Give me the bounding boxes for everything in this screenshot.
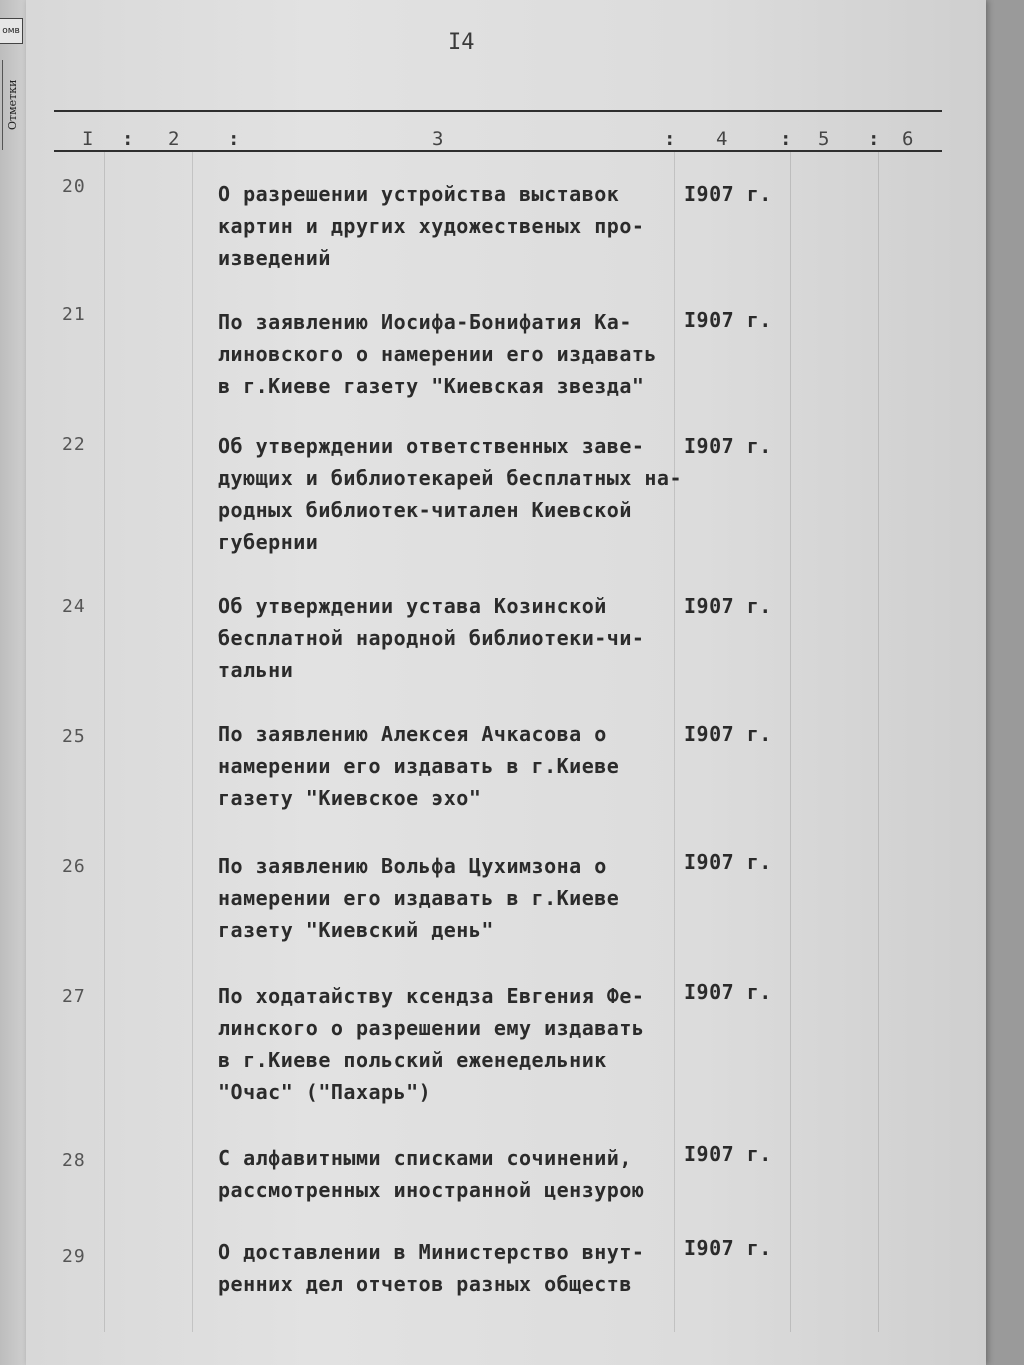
column-guide — [878, 152, 879, 1332]
entry-date: I907 г. — [684, 850, 772, 874]
column-separator: : — [122, 128, 134, 150]
entry-date: I907 г. — [684, 1236, 772, 1260]
column-separator: : — [228, 128, 240, 150]
entry-number: 26 — [62, 856, 86, 877]
column-guide — [192, 152, 193, 1332]
column-header-5: 5 — [818, 128, 830, 150]
column-header-1: I — [82, 128, 94, 150]
header-rule-top — [54, 110, 942, 112]
entry-title: По ходатайству ксендза Евгения Фе- линского о разрешении ему издавать в г.Киеве польский еженедельник "Очас" ("Пахарь") — [218, 984, 645, 1104]
entry-number: 20 — [62, 176, 86, 197]
entry-date: I907 г. — [684, 434, 772, 458]
entry-number: 27 — [62, 986, 86, 1007]
entry-number: 29 — [62, 1246, 86, 1267]
entry-number: 22 — [62, 434, 86, 455]
entry-title: Об утверждении устава Козинской бесплатной народной библиотеки-чи- тальни — [218, 594, 645, 682]
entry-number: 24 — [62, 596, 86, 617]
column-guide — [790, 152, 791, 1332]
entry-title: Об утверждении ответственных заве- дующих и библиотекарей бесплатных на- родных библиотек-читален Киевской губернии — [218, 434, 683, 554]
entry-title: По заявлению Вольфа Цухимзона о намерении его издавать в г.Киеве газету "Киевский день" — [218, 854, 620, 942]
entry-date: I907 г. — [684, 182, 772, 206]
page-number: I4 — [448, 30, 475, 55]
column-separator: : — [868, 128, 880, 150]
column-header-3: 3 — [432, 128, 444, 150]
entry-title: С алфавитными списками сочинений, рассмотренных иностранной цензурою — [218, 1146, 645, 1202]
entry-title: О разрешении устройства выставок картин и других художественых про- изведений — [218, 182, 645, 270]
column-guide — [104, 152, 105, 1332]
binding-margin — [0, 0, 27, 1365]
edge-label: Отметки — [2, 60, 23, 150]
entry-date: I907 г. — [684, 1142, 772, 1166]
header-rule-bottom — [54, 150, 942, 152]
entry-number: 25 — [62, 726, 86, 747]
column-separator: : — [664, 128, 676, 150]
edge-tab: омв — [0, 18, 23, 44]
entry-title: По заявлению Алексея Ачкасова о намерении его издавать в г.Киеве газету "Киевское эхо" — [218, 722, 620, 810]
column-header-6: 6 — [902, 128, 914, 150]
entry-number: 28 — [62, 1150, 86, 1171]
entry-title: По заявлению Иосифа-Бонифатия Ка- линовского о намерении его издавать в г.Киеве газету "Киевская звезда" — [218, 310, 657, 398]
entry-date: I907 г. — [684, 722, 772, 746]
entry-title: О доставлении в Министерство внут- ренних дел отчетов разных обществ — [218, 1240, 645, 1296]
entry-number: 21 — [62, 304, 86, 325]
entry-date: I907 г. — [684, 594, 772, 618]
entry-date: I907 г. — [684, 980, 772, 1004]
column-separator: : — [780, 128, 792, 150]
column-header-2: 2 — [168, 128, 180, 150]
column-header-4: 4 — [716, 128, 728, 150]
entry-date: I907 г. — [684, 308, 772, 332]
